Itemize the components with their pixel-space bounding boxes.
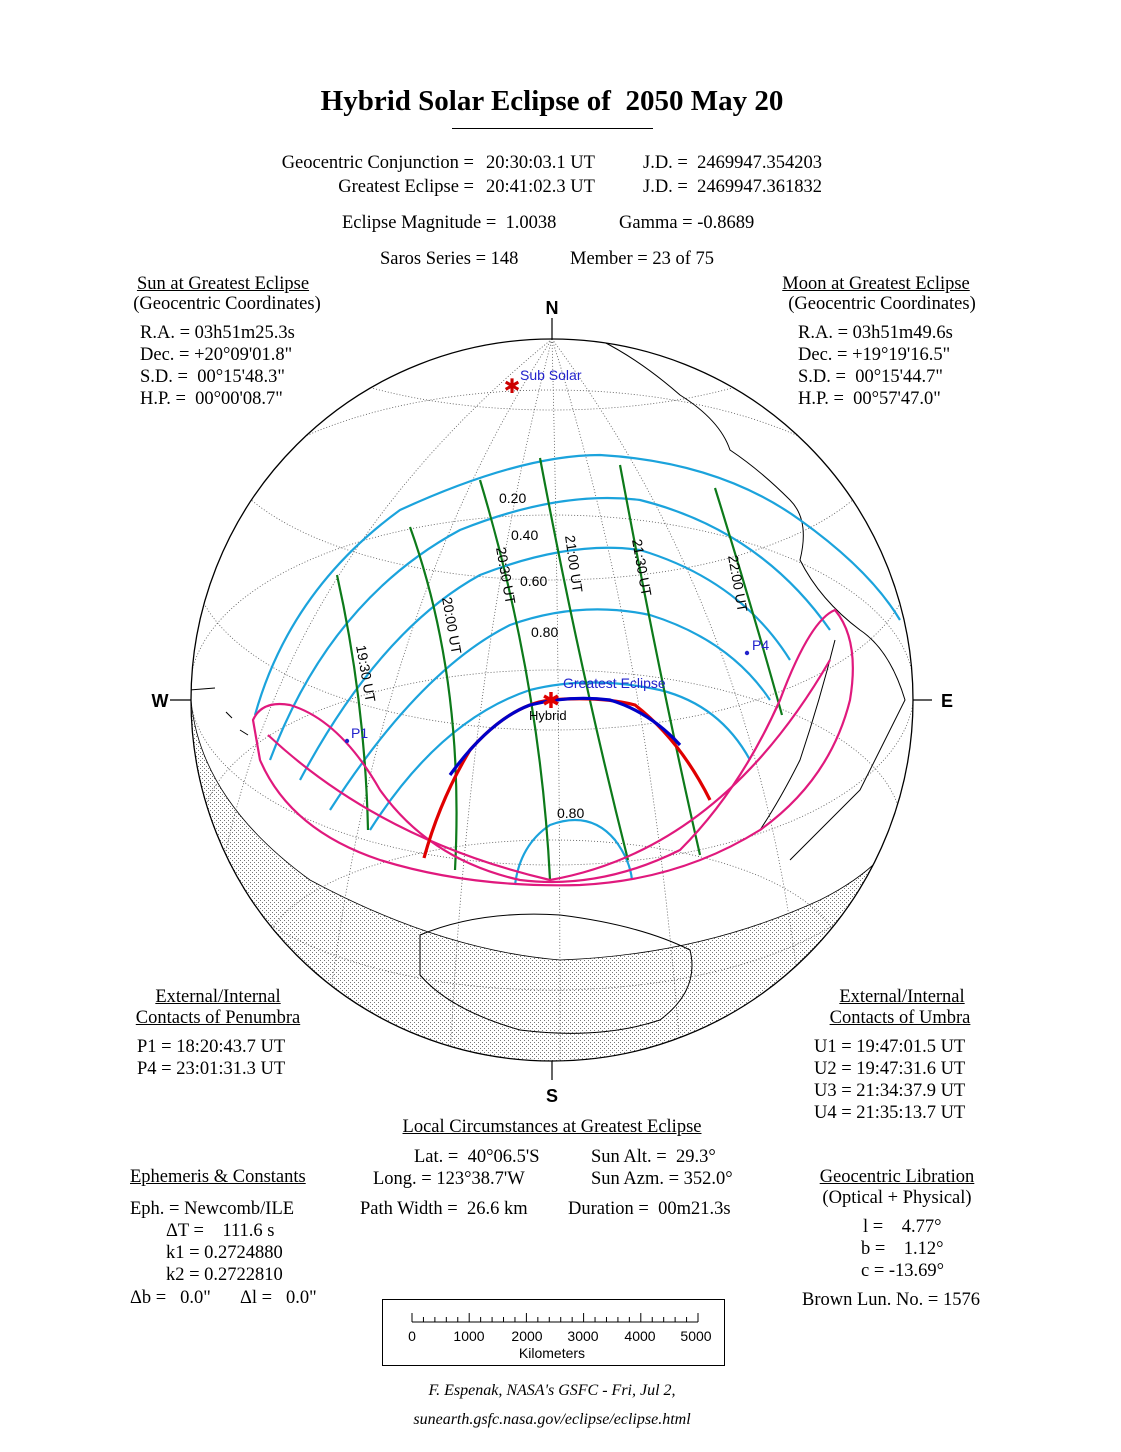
local-duration: Duration = 00m21.3s [568, 1199, 731, 1219]
ephemeris-db: Δb = 0.0" [130, 1288, 211, 1308]
penumbra-heading-2: Contacts of Penumbra [135, 1008, 301, 1028]
penumbra-heading-1: External/Internal [155, 987, 281, 1007]
time-label: 20:30 UT [493, 545, 519, 606]
geo-conj-label: Geocentric Conjunction = [281, 153, 474, 173]
sun-heading: Sun at Greatest Eclipse [136, 274, 310, 294]
moon-heading: Moon at Greatest Eclipse [782, 274, 970, 294]
greatest-time: 20:41:02.3 UT [486, 177, 595, 197]
umbra-u3: U3 = 21:34:37.9 UT [814, 1081, 966, 1101]
greatest-eclipse-star-icon: ✱ [541, 688, 561, 713]
moon-ra: R.A. = 03h51m49.6s [798, 323, 953, 343]
ephemeris-eph: Eph. = Newcomb/ILE [130, 1199, 295, 1219]
local-sun-alt: Sun Alt. = 29.3° [591, 1147, 716, 1167]
umbra-heading-2: Contacts of Umbra [829, 1008, 971, 1028]
local-long: Long. = 123°38.7'W [373, 1169, 525, 1189]
ephemeris-k2: k2 = 0.2722810 [166, 1265, 283, 1285]
geo-conj-time: 20:30:03.1 UT [486, 153, 595, 173]
magnitude-label: 0.80 [557, 805, 585, 821]
scale-tick-label: 2000 [511, 1328, 543, 1344]
moon-hp: H.P. = 00°57'47.0" [798, 389, 941, 409]
penumbra-p1: P1 = 18:20:43.7 UT [137, 1037, 286, 1057]
brown-lunation: Brown Lun. No. = 1576 [802, 1290, 980, 1310]
umbra-u2: U2 = 19:47:31.6 UT [814, 1059, 966, 1079]
compass-s: S [545, 1086, 559, 1106]
night-region [191, 700, 913, 1100]
umbra-u4: U4 = 21:35:13.7 UT [814, 1103, 966, 1123]
gamma: Gamma = -0.8689 [619, 213, 755, 233]
scale-bar [382, 1299, 726, 1367]
moon-subheading: (Geocentric Coordinates) [788, 294, 976, 314]
p4-point [745, 651, 749, 655]
local-sun-azm: Sun Azm. = 352.0° [591, 1169, 733, 1189]
time-label: 19:30 UT [353, 643, 379, 704]
ephemeris-dl: Δl = 0.0" [240, 1288, 317, 1308]
moon-dec: Dec. = +19°19'16.5" [798, 345, 951, 365]
scale-tick-label: 1000 [453, 1328, 485, 1344]
penumbra-p4: P4 = 23:01:31.3 UT [137, 1059, 286, 1079]
local-path-width: Path Width = 26.6 km [360, 1199, 528, 1219]
moon-sd: S.D. = 00°15'44.7" [798, 367, 943, 387]
sub-solar-label: Sub Solar [520, 367, 582, 383]
saros-series: Saros Series = 148 [380, 249, 519, 269]
greatest-label: Greatest Eclipse = [338, 177, 474, 197]
geo-conj-jd: J.D. = 2469947.354203 [643, 153, 822, 173]
time-label: 20:00 UT [439, 595, 465, 656]
p1-point [345, 739, 349, 743]
greatest-jd: J.D. = 2469947.361832 [643, 177, 822, 197]
greatest-eclipse-label: Greatest Eclipse [563, 675, 666, 691]
ephemeris-heading: Ephemeris & Constants [130, 1167, 306, 1187]
ephemeris-dt: ΔT = 111.6 s [166, 1221, 275, 1241]
sun-subheading: (Geocentric Coordinates) [133, 294, 321, 314]
p4-label: P4 [752, 637, 770, 653]
scale-tick-label: 0 [408, 1328, 416, 1344]
p1-label: P1 [351, 725, 369, 741]
footer-credit: F. Espenak, NASA's GSFC - Fri, Jul 2, [428, 1382, 676, 1399]
magnitude-label: 0.20 [499, 490, 527, 506]
scale-unit: Kilometers [518, 1345, 586, 1361]
compass-e: E [940, 691, 954, 711]
magnitude-label: 0.80 [531, 624, 559, 640]
umbra-u1: U1 = 19:47:01.5 UT [814, 1037, 966, 1057]
libration-heading: Geocentric Libration [819, 1167, 975, 1187]
umbra-heading-1: External/Internal [839, 987, 965, 1007]
time-label: 21:00 UT [562, 534, 586, 594]
local-heading: Local Circumstances at Greatest Eclipse [402, 1117, 702, 1137]
ephemeris-k1: k1 = 0.2724880 [166, 1243, 283, 1263]
scale-tick-label: 3000 [567, 1328, 599, 1344]
compass-w: W [151, 691, 169, 711]
sun-ra: R.A. = 03h51m25.3s [140, 323, 295, 343]
magnitude-label: 0.60 [520, 573, 548, 589]
time-label: 22:00 UT [725, 553, 751, 614]
libration-l: l = 4.77° [863, 1217, 942, 1237]
sub-solar-star-icon: ✱ [503, 376, 521, 398]
local-lat: Lat. = 40°06.5'S [414, 1147, 540, 1167]
footer-url: sunearth.gsfc.nasa.gov/eclipse/eclipse.html [413, 1411, 691, 1428]
saros-member: Member = 23 of 75 [570, 249, 715, 269]
page-title: Hybrid Solar Eclipse of 2050 May 20 [320, 85, 784, 117]
scale-tick-label: 5000 [680, 1328, 712, 1344]
libration-c: c = -13.69° [861, 1261, 945, 1281]
compass-n: N [545, 298, 559, 318]
sun-hp: H.P. = 00°00'08.7" [140, 389, 283, 409]
sun-dec: Dec. = +20°09'01.8" [140, 345, 293, 365]
time-label: 21:30 UT [629, 537, 655, 598]
magnitude-label: 0.40 [511, 527, 539, 543]
eclipse-magnitude: Eclipse Magnitude = 1.0038 [342, 213, 557, 233]
libration-b: b = 1.12° [861, 1239, 944, 1259]
scale-tick-label: 4000 [624, 1328, 656, 1344]
hybrid-label: Hybrid [529, 708, 567, 723]
libration-subheading: (Optical + Physical) [822, 1188, 972, 1208]
sun-sd: S.D. = 00°15'48.3" [140, 367, 285, 387]
